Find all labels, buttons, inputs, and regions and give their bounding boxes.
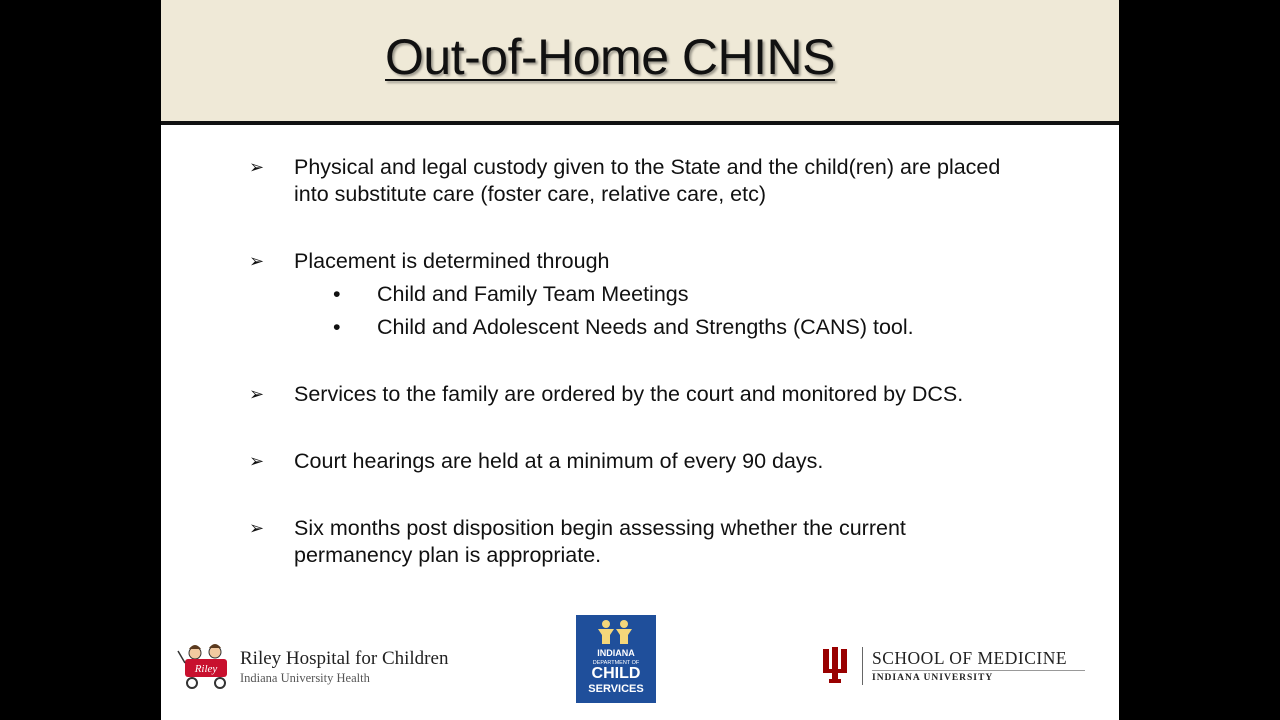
slide-content	[249, 154, 1019, 569]
dcs-logo	[576, 615, 656, 703]
iu-logo-subtitle: INDIANA UNIVERSITY	[872, 673, 994, 683]
riley-logo-subtitle: Indiana University Health	[240, 671, 370, 685]
slide-header	[161, 0, 1119, 125]
bullet-item	[249, 248, 1019, 275]
dcs-logo-department: DEPARTMENT OF	[592, 660, 640, 666]
slide-title: Out-of-Home CHINS	[385, 29, 835, 85]
bullet-text: Court hearings are held at a minimum of every 90 days.	[294, 449, 824, 473]
dcs-logo-services: SERVICES	[588, 683, 644, 695]
arrow-bullet-icon: ➢	[249, 251, 265, 271]
riley-wagon-text: Riley	[194, 663, 218, 675]
bullet-text: Six months post disposition begin assessing whether the current permanency plan is appropriate.	[294, 516, 906, 567]
bullet-item	[249, 381, 1019, 408]
sub-bullet-text: Child and Adolescent Needs and Strengths (CANS) tool.	[377, 315, 914, 339]
dcs-logo-child: CHILD	[591, 665, 641, 682]
iu-trident-icon	[819, 645, 851, 685]
bullet-item	[249, 448, 1019, 475]
iu-logo-name: SCHOOL OF MEDICINE	[872, 648, 1068, 668]
logo-footer	[161, 610, 1119, 720]
riley-logo	[177, 638, 477, 698]
riley-wagon-icon	[177, 641, 237, 693]
sub-bullet-text: Child and Family Team Meetings	[377, 282, 689, 306]
dot-bullet-icon: •	[333, 282, 341, 306]
iu-logo-rule	[872, 670, 1085, 671]
dcs-logo-state: INDIANA	[597, 648, 635, 658]
iu-logo	[819, 645, 1109, 695]
bullet-item	[249, 154, 1019, 208]
arrow-bullet-icon: ➢	[249, 384, 265, 404]
arrow-bullet-icon: ➢	[249, 157, 265, 177]
slide	[161, 0, 1119, 720]
dcs-children-icon	[594, 619, 638, 645]
sub-bullet-item	[249, 314, 1019, 341]
arrow-bullet-icon: ➢	[249, 451, 265, 471]
sub-bullet-item	[249, 281, 1019, 308]
bullet-item	[249, 515, 1019, 569]
riley-logo-name: Riley Hospital for Children	[240, 648, 449, 669]
bullet-text: Placement is determined through	[294, 249, 610, 273]
arrow-bullet-icon: ➢	[249, 518, 265, 538]
bullet-text: Services to the family are ordered by the court and monitored by DCS.	[294, 382, 964, 406]
dot-bullet-icon: •	[333, 315, 341, 339]
iu-logo-divider	[862, 647, 863, 685]
bullet-text: Physical and legal custody given to the State and the child(ren) are placed into substitute care (foster care, relative care, etc)	[294, 155, 1001, 206]
